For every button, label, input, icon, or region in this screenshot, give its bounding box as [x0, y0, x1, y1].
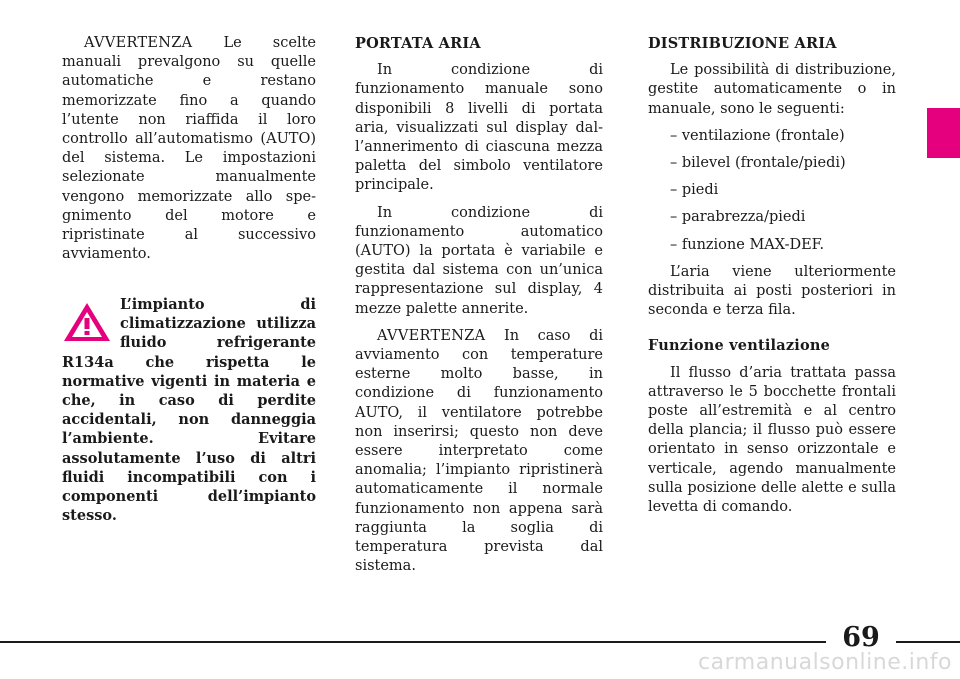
note-keyword: AVVERTENZA [84, 35, 193, 51]
note-text: In caso di avviamento con temperature esterne molto basse, in condizione di funzionamento AUTO, il ventilatore potrebbe non inserirsi; questo non deve essere interpretato come anomalia; l’impianto ripristinerà automaticamente il normale funzionamento non appena sarà raggiunta la soglia di temperatura prevista dal sistema. [355, 327, 603, 575]
section-tab-marker [927, 108, 960, 158]
list-item: – bilevel (frontale/piedi) [670, 155, 846, 172]
warning-text: L’impianto di climatizzazione utilizza fluido refrigerante R134a che rispetta le normative vigenti in materia e che, in caso di perdite accidentali, non danneggia l’ambiente. Evitare assolutamente l’uso di altri fluidi incompatibili con i componenti dell’impianto stesso. [62, 296, 316, 525]
paragraph-rear-distribution: L’aria viene ulteriormente distribuita ai posti posteriori in seconda e terza fila. [648, 263, 896, 319]
warning-triangle-icon [62, 301, 112, 343]
paragraph-manual-flow: In condizione di funzionamento manuale sono disponibili 8 livelli di portata aria, visualizzati sul display dall’annerimento di ciascuna mezza paletta del simbolo ventilatore principale. [355, 62, 603, 194]
footer-rule-left [0, 641, 826, 643]
watermark: carmanualsonline.info [698, 650, 952, 675]
column-left [62, 34, 316, 264]
list-item: – funzione MAX-DEF. [670, 236, 825, 253]
paragraph-ventilation: Il flusso d’aria trattata passa attraverso le 5 bocchette frontali poste all’estremità e al centro della plancia; il flusso può essere orientato in senso orizzontale e verticale, agendo manualmente sulla posizione delle alette e sulla levetta di comando. [648, 364, 896, 516]
subheading-funzione-ventilazione: Funzione ventilazione [648, 337, 831, 355]
paragraph-auto-flow: In condizione di funzionamento automatico (AUTO) la portata è variabile e gestita dal sistema con un’unica rappresentazione sul display, 4 mezze palette annerite. [355, 204, 603, 317]
column-right [648, 34, 896, 517]
section-heading-distribuzione-aria: DISTRIBUZIONE ARIA [648, 35, 837, 52]
list-item: – parabrezza/piedi [670, 209, 806, 226]
section-heading-portata-aria: PORTATA ARIA [355, 35, 481, 52]
warning-block [62, 295, 316, 525]
list-item: – ventilazione (frontale) [670, 127, 845, 144]
footer-rule-right [896, 641, 960, 643]
column-middle [355, 34, 603, 576]
note-keyword: AVVERTENZA [377, 327, 486, 344]
note-paragraph [62, 34, 316, 264]
distribution-list [648, 127, 896, 255]
paragraph-distribution-intro: Le possibilità di distribuzione, gestite automaticamente o in manuale, sono le seguenti: [648, 62, 896, 117]
note-text: Le scelte manuali prevalgono su quelle automatiche e restano memorizzate fino a quando l’utente non riaffida il loro controllo all’automatismo (AUTO) del sistema. Le impostazioni selezionate manualmente vengono memorizzate allo spegnimento del motore e ripristinate al successivo avviamento. [62, 35, 316, 263]
note-paragraph [355, 327, 603, 577]
list-item: – piedi [670, 182, 719, 199]
page-number: 69 [842, 622, 880, 653]
